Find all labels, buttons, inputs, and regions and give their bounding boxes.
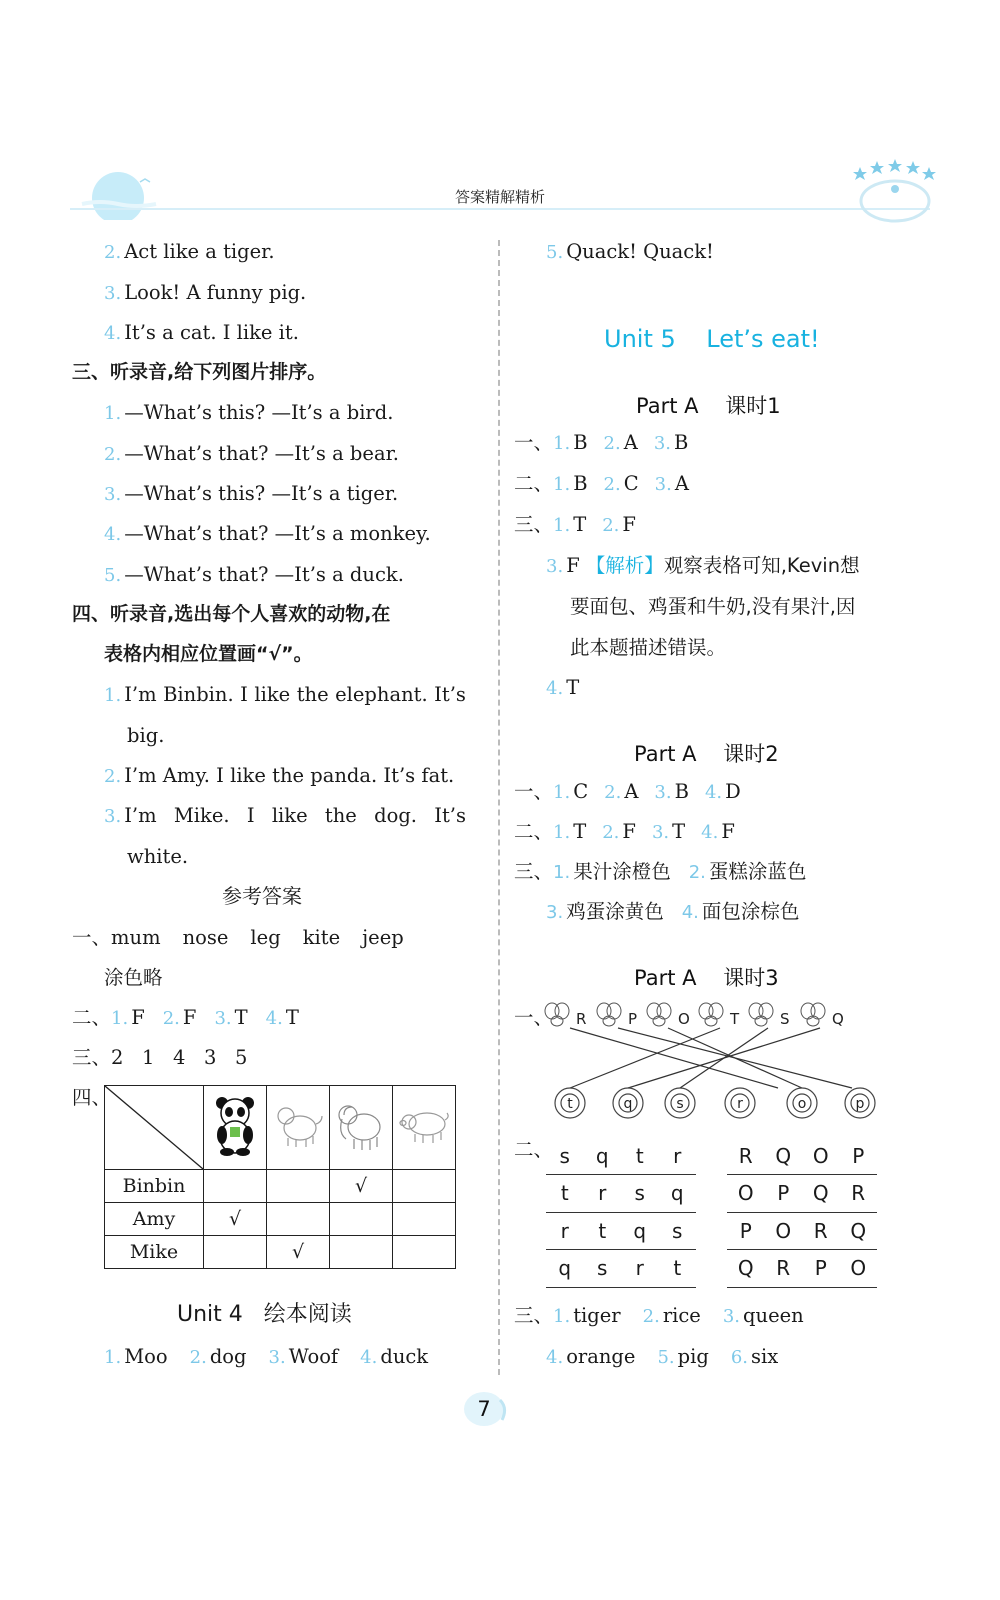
butterfly-icon	[597, 1003, 621, 1026]
pig-cell	[393, 1086, 456, 1170]
panda-icon	[210, 1093, 260, 1157]
s3-item-3: 3. —What’s this? —It’s a tiger.	[104, 482, 399, 505]
butterfly-icon	[647, 1003, 671, 1026]
ref-3-row: 三、2 1 4 3 5	[72, 1046, 248, 1069]
analysis-tag: 【解析】	[585, 554, 664, 577]
pig-icon	[397, 1102, 451, 1148]
uppercase-letter-grid	[727, 1137, 877, 1288]
grid-cell: q	[621, 1212, 659, 1250]
row-name: Amy	[105, 1203, 204, 1236]
grid-cell: s	[621, 1175, 659, 1213]
letter-matching-diagram	[540, 1000, 900, 1130]
grid-cell: O	[727, 1175, 765, 1213]
grid-cell: O	[802, 1137, 840, 1175]
ref-4-label: 四、	[72, 1086, 112, 1109]
grid-cell: s	[546, 1137, 584, 1175]
dog-cell	[267, 1086, 330, 1170]
grid-cell: r	[584, 1175, 622, 1213]
header-star-badge-icon	[845, 155, 940, 225]
grid-cell: q	[659, 1175, 697, 1213]
table-row-amy	[105, 1203, 456, 1236]
dog-icon	[272, 1100, 324, 1150]
grid-cell: s	[584, 1250, 622, 1288]
grid-cell: O	[840, 1250, 878, 1288]
header-rule	[70, 208, 930, 210]
s4-item-3: 3. I’m Mike. I like the dog. It’s	[104, 804, 466, 827]
p2-row-1: 一、1. C 2. A 3. B 4. D	[514, 780, 741, 803]
section-4-title-line1: 四、听录音,选出每个人喜欢的动物,在	[72, 603, 391, 625]
analysis-line-2: 要面包、鸡蛋和牛奶,没有果汁,因	[570, 595, 856, 618]
left-line-4: 4. It’s a cat. I like it.	[104, 321, 299, 344]
bottom-letter: s	[676, 1096, 684, 1112]
butterfly-icon	[801, 1003, 825, 1026]
butterfly-icon	[699, 1003, 723, 1026]
panda-cell	[204, 1086, 267, 1170]
p1-row-3-item-4: 4. T	[546, 676, 580, 699]
p3-row-3b: 4. orange 5. pig 6. six	[546, 1345, 779, 1368]
unit-4-title: Unit 4 绘本阅读	[177, 1302, 352, 1327]
row-name: Binbin	[105, 1170, 204, 1203]
grid-cell: P	[727, 1212, 765, 1250]
ref-1-row: 一、mum nose leg kite jeep	[72, 926, 404, 949]
butterfly-icon	[749, 1003, 773, 1026]
top-letter: P	[628, 1010, 638, 1028]
diagonal-line	[105, 1086, 203, 1169]
ref-2-row: 二、1. F 2. F 3. T 4. T	[72, 1006, 299, 1029]
left-line-2: 2. Act like a tiger.	[104, 240, 275, 263]
elephant-cell	[330, 1086, 393, 1170]
animal-preference-table	[104, 1085, 456, 1269]
table-cell	[393, 1236, 456, 1269]
p3-row-3: 三、1. tiger 2. rice 3. queen	[514, 1304, 804, 1327]
p2-row-2: 二、1. T 2. F 3. T 4. F	[514, 820, 735, 843]
table-cell: √	[330, 1170, 393, 1203]
bottom-letter: q	[623, 1096, 633, 1112]
top-letter: T	[730, 1010, 740, 1028]
grid-cell: q	[546, 1250, 584, 1288]
part-a-lesson-2-title: Part A 课时2	[634, 742, 779, 766]
s4-item-1: 1. I’m Binbin. I like the elephant. It’s	[104, 683, 466, 706]
table-cell	[267, 1203, 330, 1236]
top-letter: R	[576, 1010, 587, 1028]
grid-cell: Q	[727, 1250, 765, 1288]
grid-cell: R	[802, 1212, 840, 1250]
p1-row-2: 二、1. B 2. C 3. A	[514, 472, 689, 495]
grid-cell: s	[659, 1212, 697, 1250]
u4-answers: 1. Moo 2. dog 3. Woof 4. duck	[104, 1345, 429, 1368]
table-cell	[330, 1203, 393, 1236]
s3-item-2: 2. —What’s that? —It’s a bear.	[104, 442, 399, 465]
s4-item-3-cont: white.	[127, 845, 189, 868]
elephant-icon	[334, 1097, 388, 1153]
bottom-letter: r	[737, 1096, 743, 1112]
row-name: Mike	[105, 1236, 204, 1269]
grid-cell: r	[546, 1212, 584, 1250]
table-cell: √	[267, 1236, 330, 1269]
table-cell	[393, 1203, 456, 1236]
p2-row-3b: 3. 鸡蛋涂黄色 4. 面包涂棕色	[546, 900, 800, 923]
unit-5-title: Unit 5 Let’s eat!	[604, 325, 820, 353]
top-letter: O	[678, 1010, 690, 1028]
table-corner-cell	[105, 1086, 204, 1170]
s4-item-1-cont: big.	[127, 724, 165, 747]
table-cell	[204, 1170, 267, 1203]
s4-item-2: 2. I’m Amy. I like the panda. It’s fat.	[104, 764, 455, 787]
p3-row-2-label: 二、	[514, 1138, 554, 1161]
table-row-mike	[105, 1236, 456, 1269]
grid-cell: t	[621, 1137, 659, 1175]
grid-cell: Q	[840, 1212, 878, 1250]
grid-cell: t	[584, 1212, 622, 1250]
p2-row-3: 三、1. 果汁涂橙色 2. 蛋糕涂蓝色	[514, 860, 807, 883]
p1-row-3-item-3: 3. F 【解析】观察表格可知,Kevin想	[546, 554, 860, 577]
page-number: 7	[477, 1397, 491, 1421]
grid-cell: t	[659, 1250, 697, 1288]
grid-cell: R	[727, 1137, 765, 1175]
bottom-letter: p	[855, 1096, 865, 1112]
grid-cell: Q	[765, 1137, 803, 1175]
table-row-binbin	[105, 1170, 456, 1203]
flower-row	[555, 1088, 875, 1118]
s3-item-5: 5. —What’s that? —It’s a duck.	[104, 563, 404, 586]
grid-cell: R	[840, 1175, 878, 1213]
grid-cell: r	[659, 1137, 697, 1175]
reference-answer-title: 参考答案	[222, 884, 302, 908]
grid-cell: R	[765, 1250, 803, 1288]
column-divider	[498, 240, 500, 1375]
top-letter: S	[780, 1010, 790, 1028]
grid-cell: O	[765, 1212, 803, 1250]
section-3-title: 三、听录音,给下列图片排序。	[72, 361, 327, 383]
grid-cell: P	[840, 1137, 878, 1175]
section-4-title-line2: 表格内相应位置画“√”。	[104, 643, 313, 665]
table-cell	[204, 1236, 267, 1269]
lowercase-letter-grid	[546, 1137, 696, 1288]
table-cell	[330, 1236, 393, 1269]
grid-cell: Q	[802, 1175, 840, 1213]
left-line-3: 3. Look! A funny pig.	[104, 281, 307, 304]
p1-row-1: 一、1. B 2. A 3. B	[514, 431, 689, 454]
table-cell	[393, 1170, 456, 1203]
top-letter: Q	[832, 1010, 844, 1028]
page-number-badge	[462, 1390, 510, 1428]
right-line-5: 5. Quack! Quack!	[546, 240, 714, 263]
p1-row-3: 三、1. T 2. F	[514, 513, 636, 536]
grid-cell: t	[546, 1175, 584, 1213]
header-title: 答案精解精析	[454, 188, 545, 206]
bottom-letter: t	[567, 1096, 573, 1112]
s3-item-4: 4. —What’s that? —It’s a monkey.	[104, 522, 431, 545]
bottom-letter: o	[797, 1096, 807, 1112]
grid-cell: P	[802, 1250, 840, 1288]
grid-cell: r	[621, 1250, 659, 1288]
p3-row-1-label: 一、	[514, 1006, 554, 1029]
part-a-lesson-3-title: Part A 课时3	[634, 966, 779, 990]
table-cell	[267, 1170, 330, 1203]
part-a-lesson-1-title: Part A 课时1	[636, 394, 781, 418]
grid-cell: q	[584, 1137, 622, 1175]
s3-item-1: 1. —What’s this? —It’s a bird.	[104, 401, 394, 424]
analysis-line-3: 此本题描述错误。	[570, 636, 727, 659]
table-cell: √	[204, 1203, 267, 1236]
grid-cell: P	[765, 1175, 803, 1213]
ref-1-note: 涂色略	[104, 966, 163, 989]
butterfly-icon	[545, 1003, 569, 1026]
